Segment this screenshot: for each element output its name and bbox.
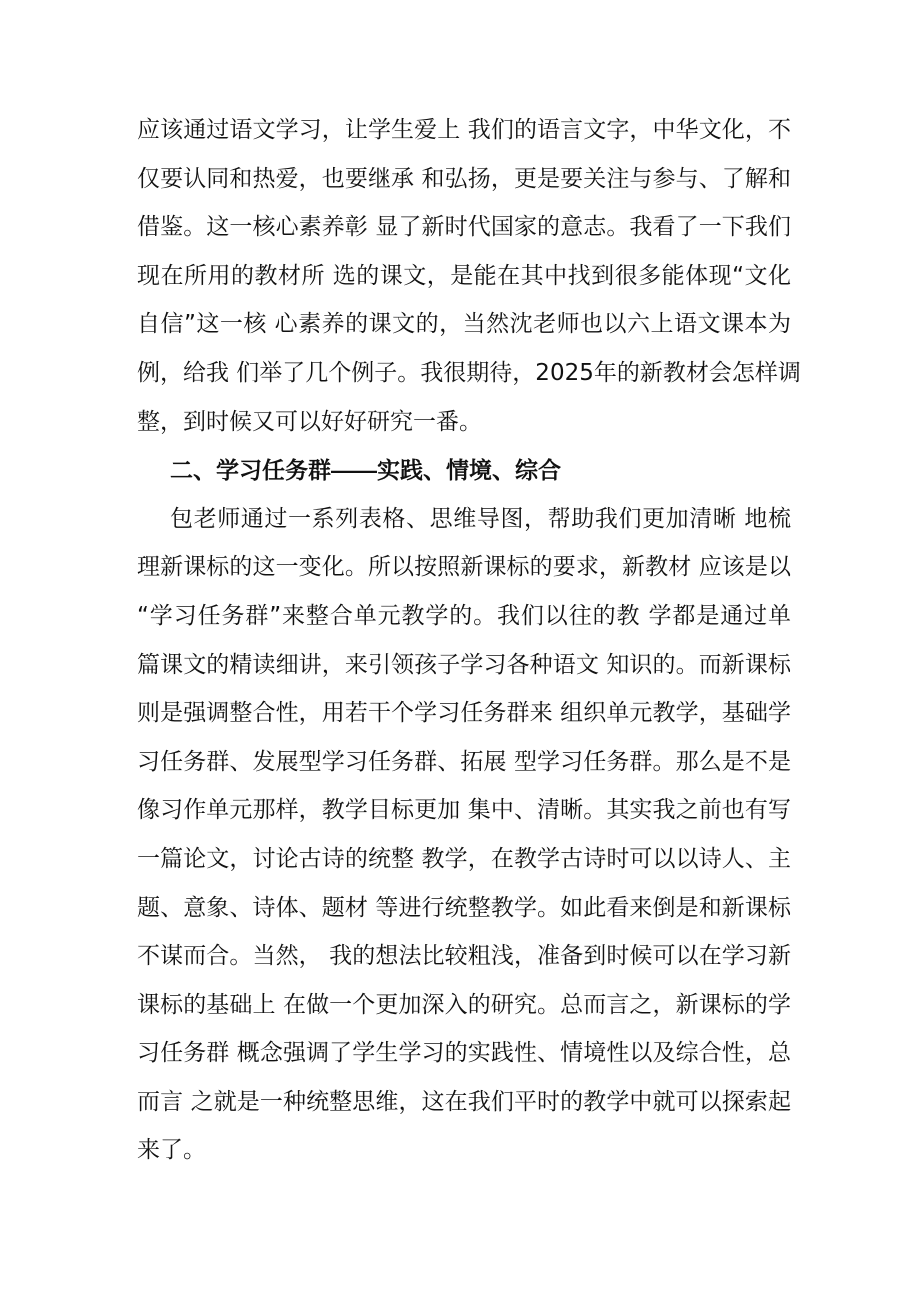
text-line: 则是强调整合性，用若干个学习任务群来 组织单元教学，基础学 (137, 700, 791, 727)
text-line: 不谋而合。当然， 我的想法比较粗浅，准备到时候可以在学习新 (137, 943, 791, 970)
text-line: 仅要认同和热爱，也要继承 和弘扬，更是要关注与参与、了解和 (137, 165, 791, 192)
text-line: 例，给我 们举了几个例子。我很期待，2025年的新教材会怎样调 (137, 359, 801, 386)
text-line: 来了。 (137, 1137, 206, 1164)
text-line: 包老师通过一系列表格、思维导图，帮助我们更加清晰 地梳 (170, 505, 791, 532)
text-line: 篇课文的精读细讲，来引领孩子学习各种语文 知识的。而新课标 (137, 651, 791, 678)
paragraph-2 (137, 495, 791, 1175)
text-line: 课标的基础上 在做一个更加深入的研究。总而言之，新课标的学 (137, 991, 791, 1018)
text-line: 题、意象、诗体、题材 等进行统整教学。如此看来倒是和新课标 (137, 894, 791, 921)
text-line: 习任务群、发展型学习任务群、拓展 型学习任务群。那么是不是 (137, 748, 791, 775)
text-line: 现在所用的教材所 选的课文，是能在其中找到很多能体现“文化 (137, 262, 791, 289)
document-page (137, 106, 801, 1175)
text-line: 理新课标的这一变化。所以按照新课标的要求，新教材 应该是以 (137, 554, 791, 581)
text-line: 借鉴。这一核心素养彰 显了新时代国家的意志。我看了一下我们 (137, 214, 791, 241)
text-line: 而言 之就是一种统整思维，这在我们平时的教学中就可以探索起 (137, 1088, 791, 1115)
section-heading: 二、学习任务群——实践、情境、综合 (170, 457, 561, 484)
text-line: 一篇论文，讨论古诗的统整 教学，在教学古诗时可以以诗人、主 (137, 845, 791, 872)
paragraph-1 (137, 106, 801, 446)
text-line: 像习作单元那样，教学目标更加 集中、清晰。其实我之前也有写 (137, 797, 791, 824)
text-line: 整，到时候又可以好好研究一番。 (137, 408, 482, 435)
text-line: 应该通过语文学习，让学生爱上 我们的语言文字，中华文化，不 (137, 117, 791, 143)
text-line: 习任务群 概念强调了学生学习的实践性、情境性以及综合性，总 (137, 1040, 791, 1067)
text-line: 自信”这一核 心素养的课文的，当然沈老师也以六上语文课本为 (137, 311, 791, 338)
text-line: “学习任务群”来整合单元教学的。我们以往的教 学都是通过单 (137, 602, 791, 629)
